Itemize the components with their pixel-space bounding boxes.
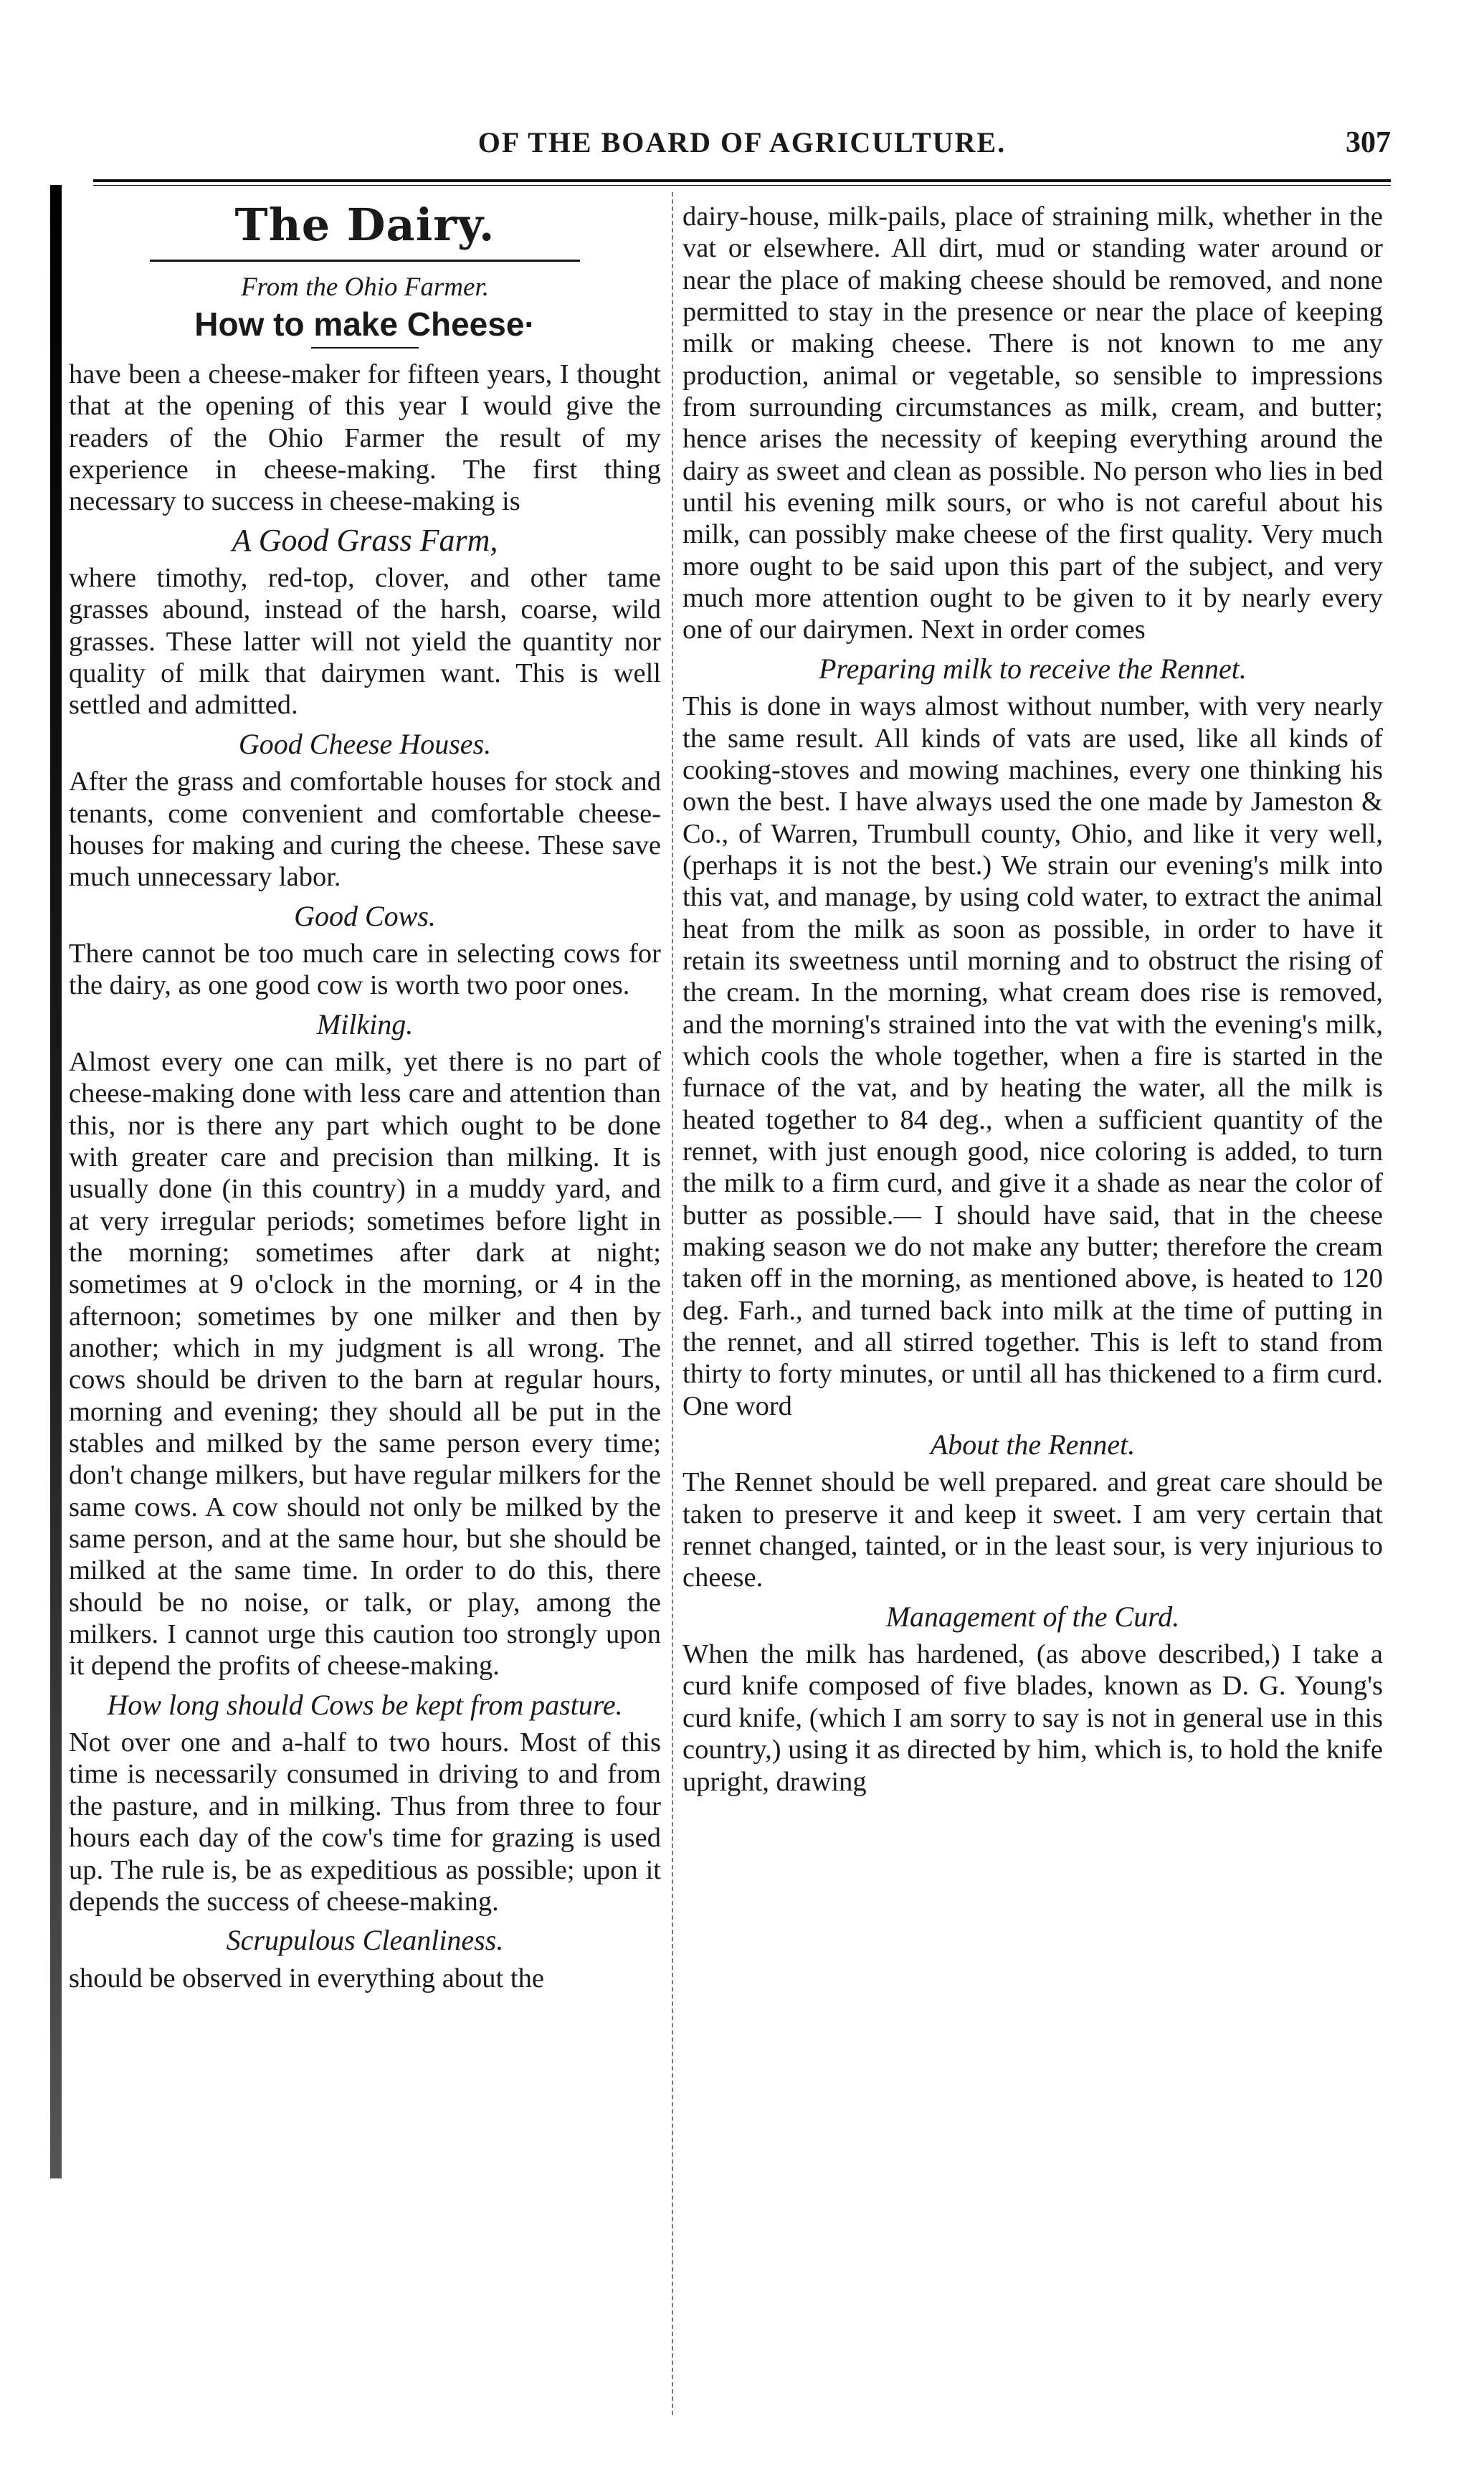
heading-preparing-milk: Preparing milk to receive the Rennet.	[819, 652, 1247, 685]
paragraph-grass-farm: where timothy, red-top, clover, and other tame grasses abound, instead of the harsh, coarse, wild grasses. These latter will not yield the quantity nor quality of milk that dairymen want. This is well settled and admitted.	[69, 563, 661, 721]
paragraph-pasture: Not over one and a-half to two hours. Most of this time is necessarily consumed in driving to and from the pasture, and in milking. Thus from three to four hours each day of the cow's time for grazing is used up. The rule is, be as expeditious as possible; upon it depends the success of cheese-making.	[69, 1727, 661, 1917]
running-title: OF THE BOARD OF AGRICULTURE.	[477, 126, 1007, 158]
heading-about-rennet: About the Rennet.	[930, 1428, 1136, 1461]
paragraph-cheese-houses: After the grass and comfortable houses for stock and tenants, come convenient and comfortable cheese-houses for making and curing the cheese. These save much unnecessary labor.	[69, 767, 661, 893]
article-title: How to make Cheese·	[194, 305, 536, 343]
heading-curd-management: Management of the Curd.	[885, 1600, 1180, 1633]
heading-milking: Milking.	[316, 1007, 414, 1040]
heading-good-cows: Good Cows.	[294, 899, 436, 932]
header-rule	[93, 179, 1391, 182]
paragraph-about-rennet: The Rennet should be well prepared. and great care should be taken to preserve it and keep it sweet. I am very certain that rennet changed, tainted, or in the least sour, is very injurious to cheese.	[682, 1467, 1383, 1593]
paragraph-good-cows: There cannot be too much care in selecting cows for the dairy, as one good cow is worth two poor ones.	[69, 938, 661, 1001]
page-number: 307	[1346, 126, 1391, 159]
heading-grass-farm: A Good Grass Farm,	[232, 522, 498, 558]
title-rule	[311, 347, 419, 348]
heading-pasture: How long should Cows be kept from pasture.	[107, 1688, 623, 1721]
paragraph-milking: Almost every one can milk, yet there is no part of cheese-making done with less care and attention than this, nor is there any part which ought to be done with greater care and precision than milking. It is usually done (in this country) in a muddy yard, and at very irregular periods; sometimes before light in the morning; sometimes after dark at night; sometimes at 9 o'clock in the morning, or 4 in the afternoon; sometimes by one milker and then by another; which in my judgment is all wrong. The cows should be driven to the barn at regular hours, morning and evening; they should all be put in the stables and milked by the same person every time; don't change milkers, but have regular milkers for the same cows. A cow should not only be milked by the same person, and at the same hour, but she should be milked at the same time. In order to do this, there should be no noise, or talk, or play, among the milkers. I cannot urge this caution too strongly upon it depend the profits of cheese-making.	[69, 1046, 661, 1682]
article-source: From the Ohio Farmer.	[241, 272, 489, 303]
heading-cleanliness: Scrupulous Cleanliness.	[226, 1924, 504, 1957]
paragraph-cleanliness: should be observed in everything about the	[69, 1963, 544, 1993]
section-masthead: The Dairy.	[234, 199, 495, 251]
column-separator	[672, 192, 673, 2415]
masthead-rule	[150, 260, 580, 262]
binding-shadow	[50, 185, 62, 2178]
left-column	[69, 201, 661, 1994]
heading-cheese-houses: Good Cheese Houses.	[238, 727, 492, 760]
paragraph-cleanliness-continued: dairy-house, milk-pails, place of straining milk, whether in the vat or elsewhere. All dirt, mud or standing water around or near the place of making cheese should be removed, and none permitted to stay in the presence or near the place of keeping milk or making cheese. There is not known to me any production, animal or vegetable, so sensible to impressions from surrounding circumstances as milk, cream, and butter; hence arises the necessity of keeping everything around the dairy as sweet and clean as possible. No person who lies in bed until his evening milk sours, or who is not careful about his milk, can possibly make cheese of the first quality. Very much more ought to be said upon this part of the subject, and very much more attention ought to be given to it by nearly every one of our dairymen. Next in order comes	[682, 201, 1383, 645]
header-rule-thin	[93, 185, 1391, 186]
running-head	[93, 125, 1391, 169]
paragraph-preparing-milk: This is done in ways almost without number, with very nearly the same result. All kinds of vats are used, like all kinds of cooking-stoves and mowing machines, every one thinking his own the best. I have always used the one made by Jameston & Co., of Warren, Trumbull county, Ohio, and like it very well, (perhaps it is not the best.) We strain our evening's milk into this vat, and manage, by using cold water, to extract the animal heat from the milk as soon as possible, in order to have it retain its sweetness until morning and to obstruct the rising of the cream. In the morning, what cream does rise is removed, and the morning's strained into the vat with the evening's milk, which cools the whole together, when a fire is started in the furnace of the vat, and by heating the water, all the milk is heated together to 84 deg., when a sufficient quantity of the rennet, with just enough good, nice coloring is added, to turn the milk to a firm curd, and give it a shade as near the color of butter as possible.— I should have said, that in the cheese making season we do not make any butter; therefore the cream taken off in the morning, as mentioned above, is heated to 120 deg. Farh., and turned back into milk at the time of putting in the rennet, and all stirred together. This is left to stand from thirty to forty minutes, or until all has thickened to a firm curd. One word	[682, 691, 1383, 1421]
paragraph-curd-management: When the milk has hardened, (as above described,) I take a curd knife composed of five blades, known as D. G. Young's curd knife, (which I am sorry to say is not in general use in this country,) using it as directed by him, which is, to hold the knife upright, drawing	[682, 1639, 1383, 1797]
right-column	[682, 201, 1383, 1798]
paragraph-intro: have been a cheese-maker for fifteen years, I thought that at the opening of this year I would give the readers of the Ohio Farmer the result of my experience in cheese-making. The first thing necessary to success in cheese-making is	[69, 359, 661, 517]
